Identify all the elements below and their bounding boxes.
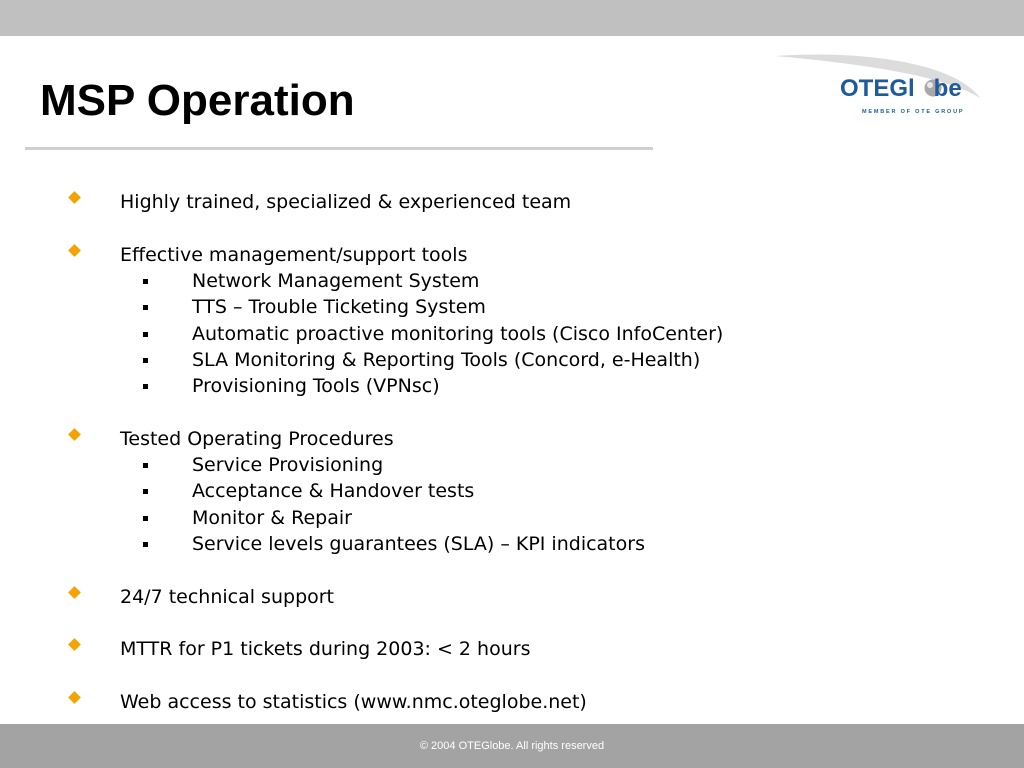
sub-bullet-item: Network Management System <box>192 269 480 292</box>
sub-bullet-square-icon <box>143 332 148 337</box>
sub-bullet-item: Provisioning Tools (VPNsc) <box>192 375 440 398</box>
sub-bullet-square-icon <box>143 463 148 468</box>
bullet-diamond-icon <box>68 428 81 441</box>
logo-part-2: be <box>933 75 962 102</box>
sub-bullet-item: Acceptance & Handover tests <box>192 480 475 503</box>
sub-bullet-item: TTS – Trouble Ticketing System <box>192 296 486 319</box>
bullet-diamond-icon <box>68 244 81 257</box>
footer-bar <box>0 724 1024 768</box>
sub-bullet-square-icon <box>143 542 148 547</box>
sub-bullet-square-icon <box>143 358 148 363</box>
sub-bullet-item: SLA Monitoring & Reporting Tools (Concord, e-Health) <box>192 348 701 371</box>
sub-bullet-square-icon <box>143 279 148 284</box>
bullet-diamond-icon <box>68 586 81 599</box>
sub-bullet-square-icon <box>143 384 148 389</box>
bullet-item: Highly trained, specialized & experienced team <box>120 191 572 213</box>
bullet-diamond-icon <box>68 691 81 704</box>
bullet-item: Tested Operating Procedures <box>120 427 394 450</box>
sub-bullet-item: Automatic proactive monitoring tools (Cisco InfoCenter) <box>192 322 724 345</box>
sub-bullet-square-icon <box>143 516 148 521</box>
slide-title: MSP Operation <box>40 76 355 125</box>
sub-bullet-item: Service levels guarantees (SLA) – KPI indicators <box>192 532 645 555</box>
logo-part-1: OTEGl <box>840 75 915 102</box>
bullet-item: 24/7 technical support <box>120 585 335 608</box>
bullet-item: Web access to statistics (www.nmc.oteglobe.net) <box>120 690 587 713</box>
logo-tagline: MEMBER OF OTE GROUP <box>862 109 965 115</box>
sub-bullet-square-icon <box>143 489 148 494</box>
sub-bullet-square-icon <box>143 305 148 310</box>
footer-copyright: © 2004 OTEGlobe. All rights reserved <box>419 740 605 752</box>
sub-bullet-item: Service Provisioning <box>192 454 384 476</box>
bullet-diamond-icon <box>68 191 81 204</box>
bullet-item: Effective management/support tools <box>120 243 468 266</box>
sub-bullet-item: Monitor & Repair <box>192 506 352 529</box>
bullet-diamond-icon <box>68 638 81 651</box>
bullet-item: MTTR for P1 tickets during 2003: < 2 hours <box>120 638 531 661</box>
